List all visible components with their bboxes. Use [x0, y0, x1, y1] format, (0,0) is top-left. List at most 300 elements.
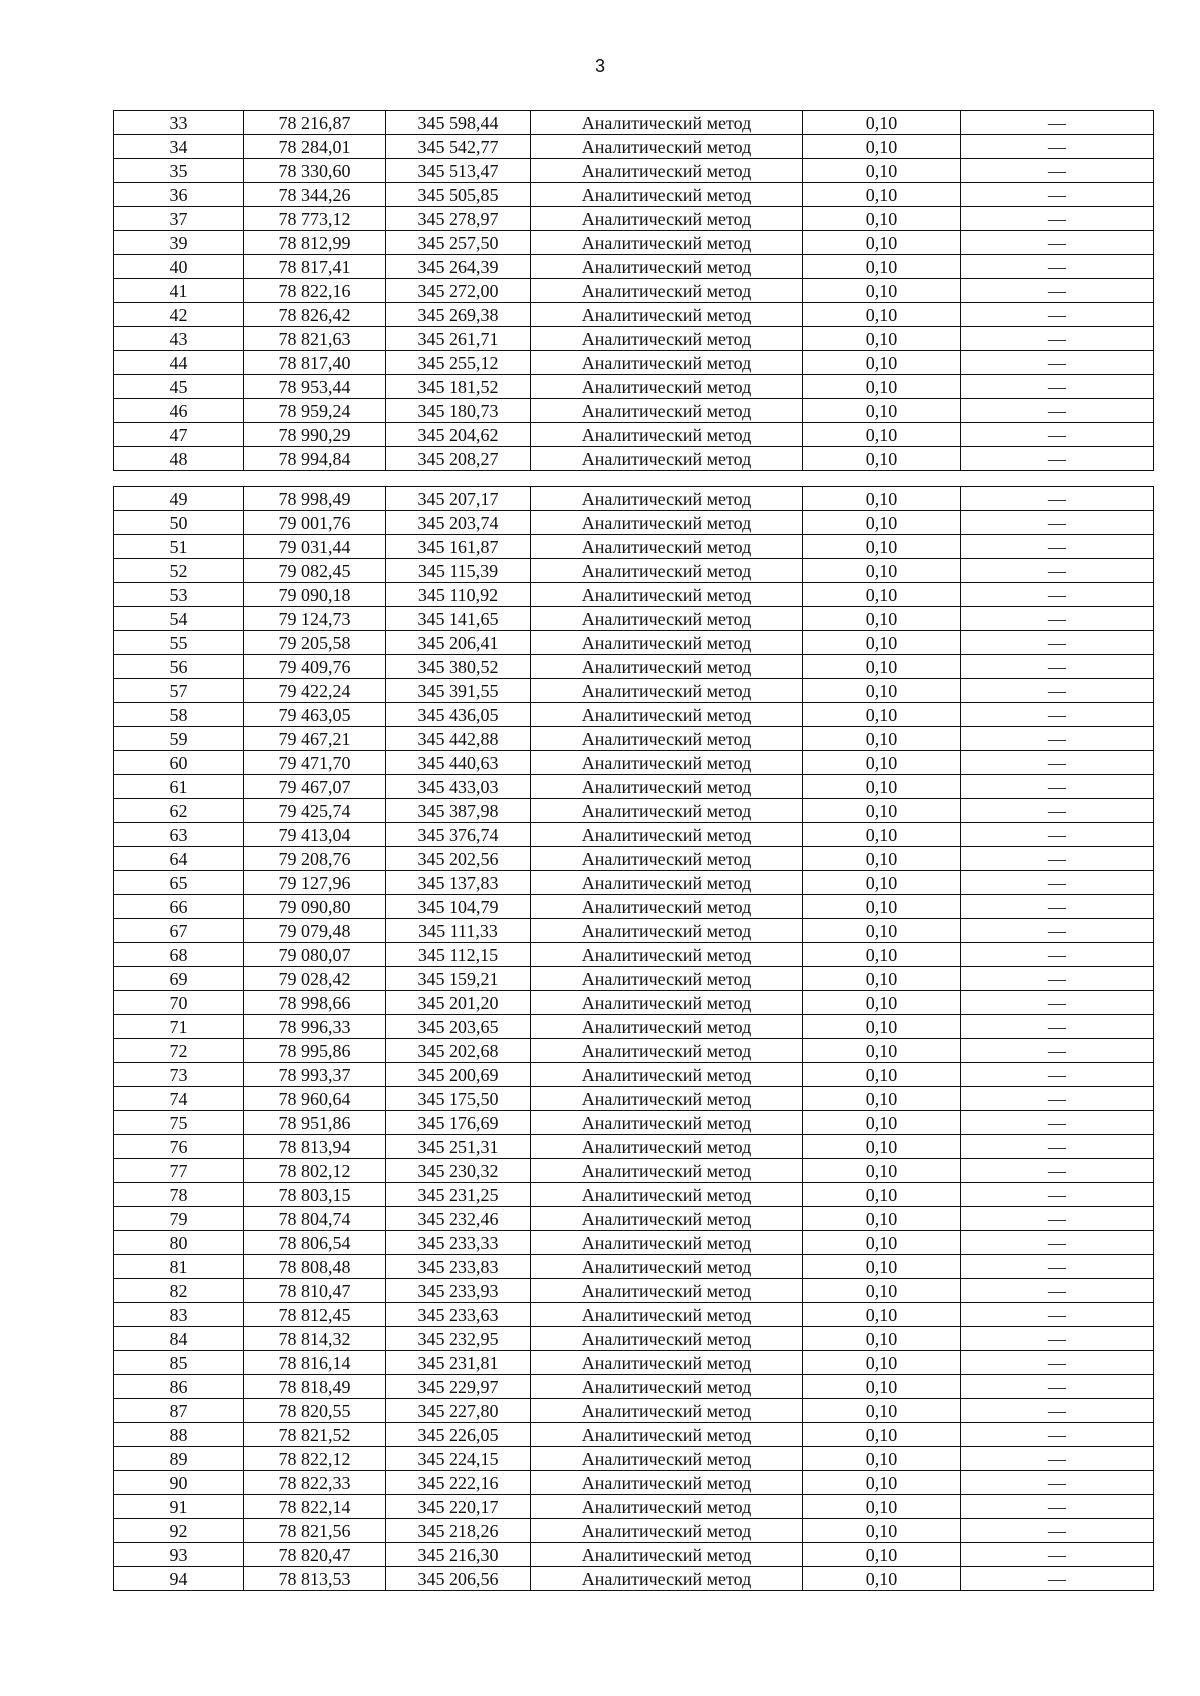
- description-cell: —: [961, 1015, 1154, 1039]
- x-coordinate-cell: 78 996,33: [244, 1015, 386, 1039]
- x-coordinate-cell: 78 998,66: [244, 991, 386, 1015]
- method-cell: Аналитический метод: [531, 679, 803, 703]
- accuracy-cell: 0,10: [803, 399, 961, 423]
- point-number-cell: 74: [114, 1087, 244, 1111]
- accuracy-cell: 0,10: [803, 375, 961, 399]
- x-coordinate-cell: 78 813,94: [244, 1135, 386, 1159]
- y-coordinate-cell: 345 227,80: [386, 1399, 531, 1423]
- y-coordinate-cell: 345 229,97: [386, 1375, 531, 1399]
- point-number-cell: 60: [114, 751, 244, 775]
- y-coordinate-cell: 345 261,71: [386, 327, 531, 351]
- table-row: [114, 631, 1154, 655]
- y-coordinate-cell: 345 141,65: [386, 607, 531, 631]
- point-number-cell: 77: [114, 1159, 244, 1183]
- description-cell: —: [961, 775, 1154, 799]
- accuracy-cell: 0,10: [803, 1447, 961, 1471]
- accuracy-cell: 0,10: [803, 1567, 961, 1591]
- table-row: [114, 423, 1154, 447]
- method-cell: Аналитический метод: [531, 631, 803, 655]
- x-coordinate-cell: 78 803,15: [244, 1183, 386, 1207]
- point-number-cell: 71: [114, 1015, 244, 1039]
- accuracy-cell: 0,10: [803, 1063, 961, 1087]
- table-row: [114, 1327, 1154, 1351]
- method-cell: Аналитический метод: [531, 1015, 803, 1039]
- x-coordinate-cell: 78 994,84: [244, 447, 386, 471]
- x-coordinate-cell: 78 820,55: [244, 1399, 386, 1423]
- x-coordinate-cell: 78 804,74: [244, 1207, 386, 1231]
- y-coordinate-cell: 345 542,77: [386, 135, 531, 159]
- accuracy-cell: 0,10: [803, 447, 961, 471]
- page-number: 3: [594, 56, 605, 76]
- x-coordinate-cell: 78 822,14: [244, 1495, 386, 1519]
- table-row: [114, 1471, 1154, 1495]
- y-coordinate-cell: 345 207,17: [386, 487, 531, 511]
- accuracy-cell: 0,10: [803, 207, 961, 231]
- description-cell: —: [961, 895, 1154, 919]
- accuracy-cell: 0,10: [803, 279, 961, 303]
- y-coordinate-cell: 345 264,39: [386, 255, 531, 279]
- method-cell: Аналитический метод: [531, 1447, 803, 1471]
- y-coordinate-cell: 345 203,65: [386, 1015, 531, 1039]
- point-number-cell: 43: [114, 327, 244, 351]
- x-coordinate-cell: 78 993,37: [244, 1063, 386, 1087]
- description-cell: —: [961, 967, 1154, 991]
- point-number-cell: 78: [114, 1183, 244, 1207]
- y-coordinate-cell: 345 222,16: [386, 1471, 531, 1495]
- method-cell: Аналитический метод: [531, 1399, 803, 1423]
- point-number-cell: 37: [114, 207, 244, 231]
- table-row: [114, 135, 1154, 159]
- point-number-cell: 92: [114, 1519, 244, 1543]
- x-coordinate-cell: 79 425,74: [244, 799, 386, 823]
- method-cell: Аналитический метод: [531, 327, 803, 351]
- accuracy-cell: 0,10: [803, 1519, 961, 1543]
- table-row: [114, 1063, 1154, 1087]
- accuracy-cell: 0,10: [803, 1039, 961, 1063]
- y-coordinate-cell: 345 376,74: [386, 823, 531, 847]
- x-coordinate-cell: 79 409,76: [244, 655, 386, 679]
- description-cell: —: [961, 943, 1154, 967]
- y-coordinate-cell: 345 232,95: [386, 1327, 531, 1351]
- description-cell: —: [961, 1519, 1154, 1543]
- table-row: [114, 967, 1154, 991]
- point-number-cell: 93: [114, 1543, 244, 1567]
- x-coordinate-cell: 78 822,12: [244, 1447, 386, 1471]
- x-coordinate-cell: 79 127,96: [244, 871, 386, 895]
- point-number-cell: 63: [114, 823, 244, 847]
- table-row: [114, 535, 1154, 559]
- method-cell: Аналитический метод: [531, 255, 803, 279]
- method-cell: Аналитический метод: [531, 1423, 803, 1447]
- x-coordinate-cell: 78 773,12: [244, 207, 386, 231]
- x-coordinate-cell: 79 090,80: [244, 895, 386, 919]
- y-coordinate-cell: 345 204,62: [386, 423, 531, 447]
- point-number-cell: 46: [114, 399, 244, 423]
- y-coordinate-cell: 345 433,03: [386, 775, 531, 799]
- table-row: [114, 1351, 1154, 1375]
- method-cell: Аналитический метод: [531, 1495, 803, 1519]
- accuracy-cell: 0,10: [803, 1159, 961, 1183]
- point-number-cell: 39: [114, 231, 244, 255]
- y-coordinate-cell: 345 203,74: [386, 511, 531, 535]
- method-cell: Аналитический метод: [531, 1471, 803, 1495]
- description-cell: —: [961, 727, 1154, 751]
- table-row: [114, 1303, 1154, 1327]
- y-coordinate-cell: 345 505,85: [386, 183, 531, 207]
- table-row: [114, 1519, 1154, 1543]
- y-coordinate-cell: 345 269,38: [386, 303, 531, 327]
- method-cell: Аналитический метод: [531, 1111, 803, 1135]
- accuracy-cell: 0,10: [803, 1255, 961, 1279]
- point-number-cell: 48: [114, 447, 244, 471]
- y-coordinate-cell: 345 200,69: [386, 1063, 531, 1087]
- x-coordinate-cell: 78 810,47: [244, 1279, 386, 1303]
- x-coordinate-cell: 79 080,07: [244, 943, 386, 967]
- x-coordinate-cell: 79 082,45: [244, 559, 386, 583]
- x-coordinate-cell: 79 208,76: [244, 847, 386, 871]
- accuracy-cell: 0,10: [803, 703, 961, 727]
- table-row: [114, 991, 1154, 1015]
- method-cell: Аналитический метод: [531, 1351, 803, 1375]
- y-coordinate-cell: 345 226,05: [386, 1423, 531, 1447]
- description-cell: —: [961, 655, 1154, 679]
- description-cell: —: [961, 1135, 1154, 1159]
- accuracy-cell: 0,10: [803, 559, 961, 583]
- point-number-cell: 53: [114, 583, 244, 607]
- point-number-cell: 67: [114, 919, 244, 943]
- y-coordinate-cell: 345 257,50: [386, 231, 531, 255]
- accuracy-cell: 0,10: [803, 111, 961, 135]
- method-cell: Аналитический метод: [531, 1207, 803, 1231]
- accuracy-cell: 0,10: [803, 919, 961, 943]
- description-cell: —: [961, 511, 1154, 535]
- method-cell: Аналитический метод: [531, 1327, 803, 1351]
- table-row: [114, 1255, 1154, 1279]
- description-cell: —: [961, 1207, 1154, 1231]
- y-coordinate-cell: 345 111,33: [386, 919, 531, 943]
- x-coordinate-cell: 78 820,47: [244, 1543, 386, 1567]
- table-row: [114, 1543, 1154, 1567]
- description-cell: —: [961, 1039, 1154, 1063]
- table-row: [114, 207, 1154, 231]
- point-number-cell: 88: [114, 1423, 244, 1447]
- y-coordinate-cell: 345 598,44: [386, 111, 531, 135]
- accuracy-cell: 0,10: [803, 183, 961, 207]
- table-row: [114, 607, 1154, 631]
- accuracy-cell: 0,10: [803, 1087, 961, 1111]
- description-cell: —: [961, 159, 1154, 183]
- y-coordinate-cell: 345 202,56: [386, 847, 531, 871]
- coordinates-table-part-1: [113, 110, 1153, 471]
- x-coordinate-cell: 79 471,70: [244, 751, 386, 775]
- point-number-cell: 83: [114, 1303, 244, 1327]
- y-coordinate-cell: 345 220,17: [386, 1495, 531, 1519]
- method-cell: Аналитический метод: [531, 487, 803, 511]
- description-cell: —: [961, 1159, 1154, 1183]
- description-cell: —: [961, 447, 1154, 471]
- point-number-cell: 56: [114, 655, 244, 679]
- x-coordinate-cell: 78 344,26: [244, 183, 386, 207]
- x-coordinate-cell: 78 821,63: [244, 327, 386, 351]
- description-cell: —: [961, 1375, 1154, 1399]
- description-cell: —: [961, 799, 1154, 823]
- accuracy-cell: 0,10: [803, 583, 961, 607]
- x-coordinate-cell: 78 808,48: [244, 1255, 386, 1279]
- point-number-cell: 42: [114, 303, 244, 327]
- point-number-cell: 80: [114, 1231, 244, 1255]
- y-coordinate-cell: 345 231,25: [386, 1183, 531, 1207]
- coordinates-table-part-2: [113, 486, 1153, 1591]
- table-row: [114, 583, 1154, 607]
- description-cell: —: [961, 679, 1154, 703]
- table-row: [114, 823, 1154, 847]
- description-cell: —: [961, 823, 1154, 847]
- x-coordinate-cell: 78 802,12: [244, 1159, 386, 1183]
- y-coordinate-cell: 345 112,15: [386, 943, 531, 967]
- point-number-cell: 65: [114, 871, 244, 895]
- table-row: [114, 1087, 1154, 1111]
- description-cell: —: [961, 1567, 1154, 1591]
- description-cell: —: [961, 279, 1154, 303]
- point-number-cell: 58: [114, 703, 244, 727]
- table-row: [114, 847, 1154, 871]
- table-row: [114, 799, 1154, 823]
- method-cell: Аналитический метод: [531, 583, 803, 607]
- description-cell: —: [961, 1471, 1154, 1495]
- method-cell: Аналитический метод: [531, 895, 803, 919]
- point-number-cell: 82: [114, 1279, 244, 1303]
- table-row: [114, 231, 1154, 255]
- method-cell: Аналитический метод: [531, 703, 803, 727]
- point-number-cell: 55: [114, 631, 244, 655]
- y-coordinate-cell: 345 206,56: [386, 1567, 531, 1591]
- accuracy-cell: 0,10: [803, 1375, 961, 1399]
- x-coordinate-cell: 79 413,04: [244, 823, 386, 847]
- x-coordinate-cell: 78 990,29: [244, 423, 386, 447]
- description-cell: —: [961, 1423, 1154, 1447]
- y-coordinate-cell: 345 201,20: [386, 991, 531, 1015]
- method-cell: Аналитический метод: [531, 1519, 803, 1543]
- point-number-cell: 54: [114, 607, 244, 631]
- y-coordinate-cell: 345 115,39: [386, 559, 531, 583]
- description-cell: —: [961, 1279, 1154, 1303]
- y-coordinate-cell: 345 137,83: [386, 871, 531, 895]
- method-cell: Аналитический метод: [531, 1183, 803, 1207]
- method-cell: Аналитический метод: [531, 607, 803, 631]
- point-number-cell: 62: [114, 799, 244, 823]
- y-coordinate-cell: 345 233,93: [386, 1279, 531, 1303]
- method-cell: Аналитический метод: [531, 1543, 803, 1567]
- table-row: [114, 679, 1154, 703]
- accuracy-cell: 0,10: [803, 1327, 961, 1351]
- method-cell: Аналитический метод: [531, 183, 803, 207]
- y-coordinate-cell: 345 110,92: [386, 583, 531, 607]
- table-row: [114, 1135, 1154, 1159]
- method-cell: Аналитический метод: [531, 991, 803, 1015]
- y-coordinate-cell: 345 176,69: [386, 1111, 531, 1135]
- point-number-cell: 64: [114, 847, 244, 871]
- method-cell: Аналитический метод: [531, 207, 803, 231]
- accuracy-cell: 0,10: [803, 895, 961, 919]
- y-coordinate-cell: 345 440,63: [386, 751, 531, 775]
- accuracy-cell: 0,10: [803, 1399, 961, 1423]
- x-coordinate-cell: 78 812,99: [244, 231, 386, 255]
- x-coordinate-cell: 79 031,44: [244, 535, 386, 559]
- point-number-cell: 59: [114, 727, 244, 751]
- point-number-cell: 50: [114, 511, 244, 535]
- y-coordinate-cell: 345 233,33: [386, 1231, 531, 1255]
- point-number-cell: 89: [114, 1447, 244, 1471]
- method-cell: Аналитический метод: [531, 135, 803, 159]
- accuracy-cell: 0,10: [803, 231, 961, 255]
- table-row: [114, 1015, 1154, 1039]
- description-cell: —: [961, 135, 1154, 159]
- description-cell: —: [961, 1231, 1154, 1255]
- point-number-cell: 47: [114, 423, 244, 447]
- y-coordinate-cell: 345 175,50: [386, 1087, 531, 1111]
- method-cell: Аналитический метод: [531, 1159, 803, 1183]
- description-cell: —: [961, 583, 1154, 607]
- point-number-cell: 72: [114, 1039, 244, 1063]
- x-coordinate-cell: 78 960,64: [244, 1087, 386, 1111]
- table-row: [114, 487, 1154, 511]
- y-coordinate-cell: 345 206,41: [386, 631, 531, 655]
- x-coordinate-cell: 79 463,05: [244, 703, 386, 727]
- point-number-cell: 36: [114, 183, 244, 207]
- table-row: [114, 111, 1154, 135]
- x-coordinate-cell: 78 812,45: [244, 1303, 386, 1327]
- y-coordinate-cell: 345 233,63: [386, 1303, 531, 1327]
- description-cell: —: [961, 399, 1154, 423]
- accuracy-cell: 0,10: [803, 607, 961, 631]
- x-coordinate-cell: 78 284,01: [244, 135, 386, 159]
- description-cell: —: [961, 607, 1154, 631]
- table-row: [114, 1207, 1154, 1231]
- accuracy-cell: 0,10: [803, 1135, 961, 1159]
- table-row: [114, 1111, 1154, 1135]
- method-cell: Аналитический метод: [531, 375, 803, 399]
- method-cell: Аналитический метод: [531, 1063, 803, 1087]
- method-cell: Аналитический метод: [531, 1567, 803, 1591]
- x-coordinate-cell: 78 818,49: [244, 1375, 386, 1399]
- table-row: [114, 1447, 1154, 1471]
- table-row: [114, 655, 1154, 679]
- accuracy-cell: 0,10: [803, 303, 961, 327]
- y-coordinate-cell: 345 442,88: [386, 727, 531, 751]
- description-cell: —: [961, 1399, 1154, 1423]
- description-cell: —: [961, 183, 1154, 207]
- y-coordinate-cell: 345 180,73: [386, 399, 531, 423]
- description-cell: —: [961, 1303, 1154, 1327]
- description-cell: —: [961, 631, 1154, 655]
- point-number-cell: 61: [114, 775, 244, 799]
- description-cell: —: [961, 1183, 1154, 1207]
- method-cell: Аналитический метод: [531, 1087, 803, 1111]
- accuracy-cell: 0,10: [803, 991, 961, 1015]
- y-coordinate-cell: 345 272,00: [386, 279, 531, 303]
- y-coordinate-cell: 345 255,12: [386, 351, 531, 375]
- table-row: [114, 751, 1154, 775]
- description-cell: —: [961, 559, 1154, 583]
- accuracy-cell: 0,10: [803, 655, 961, 679]
- description-cell: —: [961, 703, 1154, 727]
- description-cell: —: [961, 423, 1154, 447]
- y-coordinate-cell: 345 218,26: [386, 1519, 531, 1543]
- table-row: [114, 1375, 1154, 1399]
- x-coordinate-cell: 78 826,42: [244, 303, 386, 327]
- y-coordinate-cell: 345 231,81: [386, 1351, 531, 1375]
- y-coordinate-cell: 345 387,98: [386, 799, 531, 823]
- accuracy-cell: 0,10: [803, 1471, 961, 1495]
- accuracy-cell: 0,10: [803, 1303, 961, 1327]
- description-cell: —: [961, 207, 1154, 231]
- table-row: [114, 1231, 1154, 1255]
- y-coordinate-cell: 345 436,05: [386, 703, 531, 727]
- accuracy-cell: 0,10: [803, 751, 961, 775]
- method-cell: Аналитический метод: [531, 919, 803, 943]
- method-cell: Аналитический метод: [531, 447, 803, 471]
- description-cell: —: [961, 847, 1154, 871]
- method-cell: Аналитический метод: [531, 231, 803, 255]
- x-coordinate-cell: 78 330,60: [244, 159, 386, 183]
- method-cell: Аналитический метод: [531, 511, 803, 535]
- description-cell: —: [961, 375, 1154, 399]
- point-number-cell: 75: [114, 1111, 244, 1135]
- accuracy-cell: 0,10: [803, 1423, 961, 1447]
- point-number-cell: 73: [114, 1063, 244, 1087]
- table-row: [114, 1159, 1154, 1183]
- table-row: [114, 351, 1154, 375]
- accuracy-cell: 0,10: [803, 943, 961, 967]
- accuracy-cell: 0,10: [803, 631, 961, 655]
- description-cell: —: [961, 327, 1154, 351]
- accuracy-cell: 0,10: [803, 1111, 961, 1135]
- x-coordinate-cell: 78 822,16: [244, 279, 386, 303]
- table-row: [114, 1423, 1154, 1447]
- method-cell: Аналитический метод: [531, 399, 803, 423]
- method-cell: Аналитический метод: [531, 1135, 803, 1159]
- x-coordinate-cell: 79 467,07: [244, 775, 386, 799]
- method-cell: Аналитический метод: [531, 751, 803, 775]
- table-row: [114, 727, 1154, 751]
- accuracy-cell: 0,10: [803, 327, 961, 351]
- accuracy-cell: 0,10: [803, 1207, 961, 1231]
- description-cell: —: [961, 1087, 1154, 1111]
- accuracy-cell: 0,10: [803, 511, 961, 535]
- x-coordinate-cell: 78 998,49: [244, 487, 386, 511]
- x-coordinate-cell: 78 816,14: [244, 1351, 386, 1375]
- y-coordinate-cell: 345 224,15: [386, 1447, 531, 1471]
- description-cell: —: [961, 1111, 1154, 1135]
- table-row: [114, 1567, 1154, 1591]
- method-cell: Аналитический метод: [531, 1255, 803, 1279]
- description-cell: —: [961, 255, 1154, 279]
- description-cell: —: [961, 919, 1154, 943]
- accuracy-cell: 0,10: [803, 871, 961, 895]
- method-cell: Аналитический метод: [531, 871, 803, 895]
- point-number-cell: 34: [114, 135, 244, 159]
- y-coordinate-cell: 345 233,83: [386, 1255, 531, 1279]
- point-number-cell: 69: [114, 967, 244, 991]
- table-row: [114, 943, 1154, 967]
- y-coordinate-cell: 345 380,52: [386, 655, 531, 679]
- accuracy-cell: 0,10: [803, 679, 961, 703]
- point-number-cell: 90: [114, 1471, 244, 1495]
- description-cell: —: [961, 535, 1154, 559]
- x-coordinate-cell: 78 216,87: [244, 111, 386, 135]
- point-number-cell: 40: [114, 255, 244, 279]
- point-number-cell: 87: [114, 1399, 244, 1423]
